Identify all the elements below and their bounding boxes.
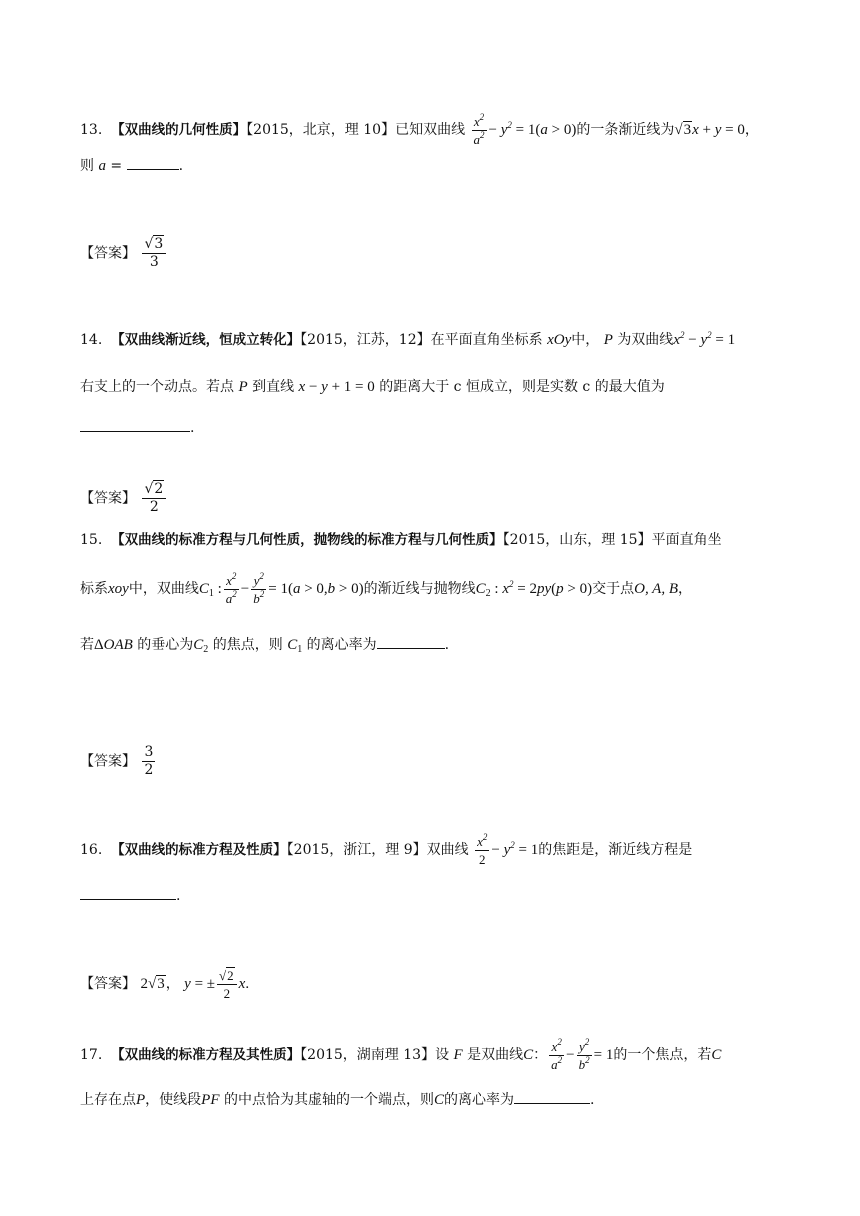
q15-number: 15. bbox=[80, 532, 103, 548]
q16-blank bbox=[80, 887, 176, 900]
q17-number: 17. bbox=[80, 1046, 103, 1063]
q17-tag: 【双曲线的标准方程及其性质】 bbox=[111, 1046, 301, 1063]
q15-line2: 标系xoy中，双曲线$C_1$ : $\frac{x^2}{a^2}$ − $\frac{y^2}{b^2}$ = 1(a > 0,b > 0)的渐近线与抛物线$C_2$ : $x^2 = 2py(p > 0)$交于点O, A, B， bbox=[80, 571, 692, 606]
answer-label: 【答案】 bbox=[80, 245, 136, 262]
q15-answer: 【答案】 $\frac{3}{2}$ bbox=[80, 744, 154, 778]
q17-blank bbox=[514, 1091, 590, 1104]
q15-source: 【2015，山东，理 15】 bbox=[502, 532, 652, 548]
q15-tag: 【双曲线的标准方程与几何性质，抛物线的标准方程与几何性质】 bbox=[111, 532, 503, 548]
q13-blank bbox=[127, 157, 179, 170]
q14-line1: 14. 【双曲线渐近线，恒成立转化】【2015，江苏，12】在平面直角坐标系 xOy中， P 为双曲线$x^2 - y^2 = 1$ bbox=[80, 330, 736, 348]
q16-answer: 【答案】 2√3， y = ± $\frac{√2}{2}$ x. bbox=[80, 968, 250, 1001]
answer-label: 【答案】 bbox=[80, 975, 136, 992]
q17-line1: 17. 【双曲线的标准方程及其性质】【2015，湖南理 13】设 F 是双曲线C： $\frac{x^2}{a^2}$ − $\frac{y^2}{b^2}$ = 1的一个焦点，若C bbox=[80, 1037, 722, 1072]
q14-line2: 右支上的一个动点。若点 P 到直线 x − y + 1 = 0 的距离大于 c 恒成立，则是实数 c 的最大值为 bbox=[80, 379, 665, 395]
q13-asymptote: √3x + y = 0 bbox=[674, 121, 745, 138]
q14-tag: 【双曲线渐近线，恒成立转化】 bbox=[111, 332, 301, 348]
q13-line1: 13. 【双曲线的几何性质】【2015，北京，理 10】已知双曲线 $\frac{x^2}{a^2}$ − $y^2 = 1(a > 0)$的一条渐近线为√3x + y = 0， bbox=[80, 112, 759, 147]
q13-tag: 【双曲线的几何性质】 bbox=[111, 121, 247, 138]
q15-blank bbox=[377, 636, 445, 649]
q17-source: 【2015，湖南理 13】 bbox=[300, 1046, 436, 1063]
q15-line1: 15. 【双曲线的标准方程与几何性质，抛物线的标准方程与几何性质】【2015，山东，理 15】平面直角坐 bbox=[80, 532, 722, 548]
q14-source: 【2015，江苏，12】 bbox=[300, 332, 431, 348]
answer-label: 【答案】 bbox=[80, 753, 136, 770]
q14-number: 14. bbox=[80, 332, 103, 348]
q13-line2: 则 a = . bbox=[80, 158, 184, 174]
q13-number: 13. bbox=[80, 121, 103, 138]
q15-line3: 若ΔOAB 的垂心为$C_2$ 的焦点，则 $C_1$ 的离心率为 . bbox=[80, 637, 450, 655]
q14-blank bbox=[80, 419, 190, 432]
q16-source: 【2015，浙江，理 9】 bbox=[286, 841, 427, 858]
answer-label: 【答案】 bbox=[80, 490, 136, 507]
q13-answer: 【答案】 $\frac{√3}{3}$ bbox=[80, 237, 168, 270]
q14-line3: . bbox=[80, 418, 194, 438]
q13-equation: $\frac{x^2}{a^2}$ − $y^2 = 1(a > 0)$ bbox=[473, 112, 577, 147]
q16-line1: 16. 【双曲线的标准方程及性质】【2015，浙江，理 9】双曲线 $\frac{x^2}{2}$ − $y^2 = 1$的焦距是，渐近线方程是 bbox=[80, 832, 693, 867]
q16-tag: 【双曲线的标准方程及性质】 bbox=[111, 841, 287, 858]
q17-line2: 上存在点P，使线段PF 的中点恰为其虚轴的一个端点，则C的离心率为 . bbox=[80, 1092, 595, 1108]
q14-answer: 【答案】 $\frac{√2}{2}$ bbox=[80, 482, 168, 515]
q16-number: 16. bbox=[80, 841, 103, 858]
q13-source: 【2015，北京，理 10】 bbox=[246, 121, 396, 138]
q16-line2: . bbox=[80, 886, 180, 906]
